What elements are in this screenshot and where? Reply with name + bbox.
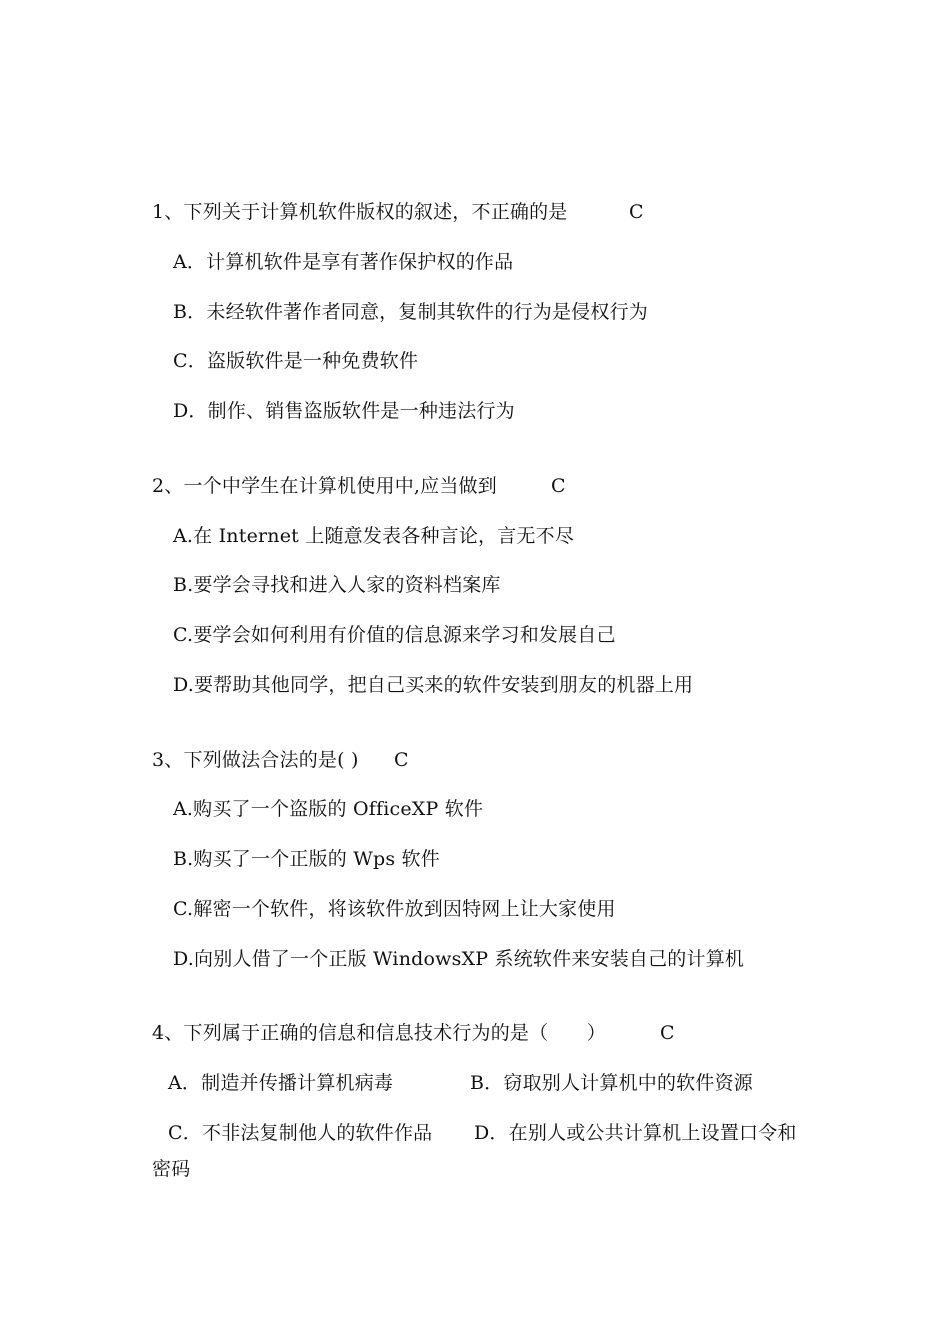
question-4-option-d-wrap: 密码 bbox=[152, 1158, 191, 1180]
question-3-text: 3、下列做法合法的是( ) bbox=[152, 749, 359, 771]
question-1-option-a: A．计算机软件是享有著作保护权的作品 bbox=[173, 251, 514, 273]
question-2-option-a: A.在 Internet 上随意发表各种言论，言无不尽 bbox=[173, 525, 575, 547]
question-2-text: 2、一个中学生在计算机使用中,应当做到 bbox=[152, 475, 497, 497]
question-2-option-d: D.要帮助其他同学，把自己买来的软件安装到朋友的机器上用 bbox=[173, 674, 694, 696]
question-2-answer: C bbox=[551, 475, 566, 497]
question-2-stem bbox=[152, 473, 566, 499]
question-1-option-c: C．盗版软件是一种免费软件 bbox=[173, 350, 419, 372]
question-1-text: 1、下列关于计算机软件版权的叙述，不正确的是 bbox=[152, 201, 568, 223]
question-4-option-b: B．窃取别人计算机中的软件资源 bbox=[470, 1072, 753, 1094]
question-1-option-b: B．未经软件著作者同意，复制其软件的行为是侵权行为 bbox=[173, 301, 648, 323]
question-4-option-c: C．不非法复制他人的软件作品 bbox=[168, 1122, 433, 1144]
question-4-option-a: A．制造并传播计算机病毒 bbox=[168, 1072, 394, 1094]
question-4-answer: C bbox=[660, 1022, 675, 1044]
question-2-option-c: C.要学会如何利用有价值的信息源来学习和发展自己 bbox=[173, 624, 616, 646]
question-1-answer: C bbox=[629, 201, 644, 223]
question-1-option-d: D．制作、销售盗版软件是一种违法行为 bbox=[173, 400, 515, 422]
question-1-stem bbox=[152, 199, 644, 225]
question-3-stem bbox=[152, 747, 409, 773]
question-3-option-c: C.解密一个软件，将该软件放到因特网上让大家使用 bbox=[173, 898, 616, 920]
question-4-option-d: D．在别人或公共计算机上设置口令和 bbox=[474, 1122, 797, 1144]
question-3-answer: C bbox=[394, 749, 409, 771]
question-3-option-d: D.向别人借了一个正版 WindowsXP 系统软件来安装自己的计算机 bbox=[173, 948, 745, 970]
question-3-option-b: B.购买了一个正版的 Wps 软件 bbox=[173, 848, 440, 870]
question-4-stem bbox=[152, 1020, 675, 1046]
question-4-text: 4、下列属于正确的信息和信息技术行为的是（ ） bbox=[152, 1022, 606, 1044]
question-3-option-a: A.购买了一个盗版的 OfficeXP 软件 bbox=[173, 798, 484, 820]
question-2-option-b: B.要学会寻找和进入人家的资料档案库 bbox=[173, 574, 501, 596]
